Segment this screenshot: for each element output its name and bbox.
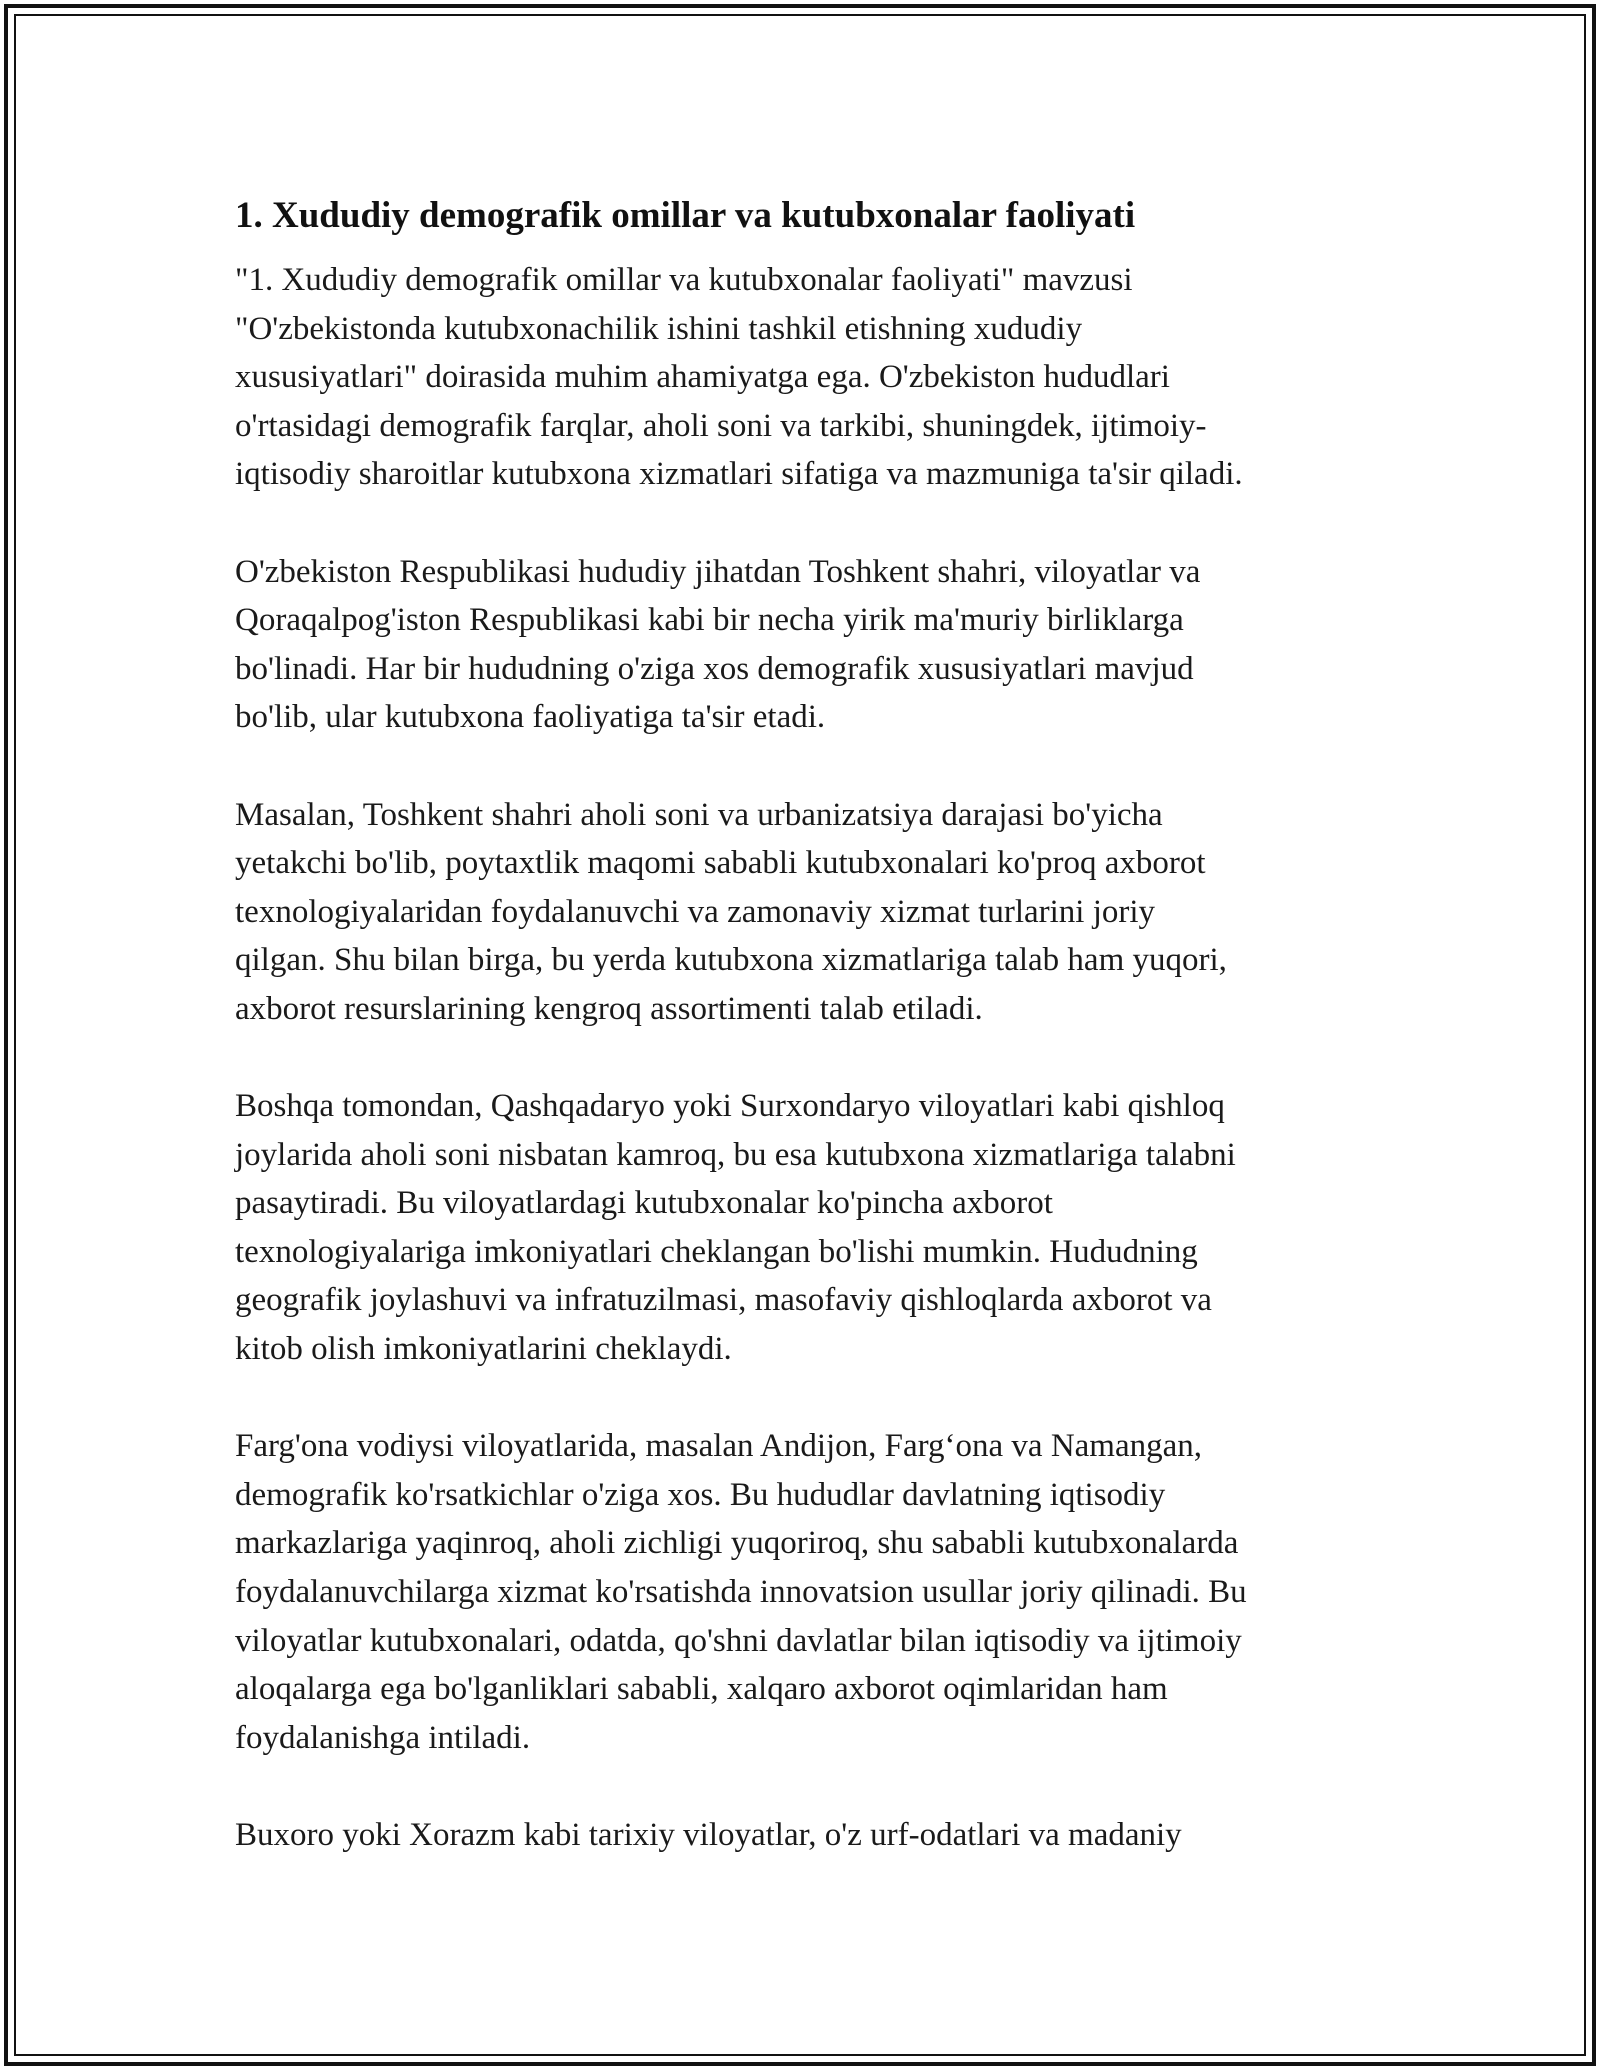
document-body xyxy=(235,186,1370,1908)
text-line: O'zbekiston Respublikasi hududiy jihatdan Toshkent shahri, viloyatlar va xyxy=(235,553,1201,590)
text-line: geografik joylashuvi va infratuzilmasi, masofaviy qishloqlarda axborot va xyxy=(235,1282,1212,1319)
text-line: o'rtasidagi demografik farqlar, aholi soni va tarkibi, shuningdek, ijtimoiy- xyxy=(235,407,1207,444)
paragraph-list xyxy=(235,256,1370,1860)
text-line: iqtisodiy sharoitlar kutubxona xizmatlari sifatiga va mazmuniga ta'sir qiladi. xyxy=(235,456,1243,493)
text-line: foydalanishga intiladi. xyxy=(235,1719,531,1756)
text-line: texnologiyalaridan foydalanuvchi va zamonaviy xizmat turlarini joriy xyxy=(235,893,1156,930)
document-title: 1. Xududiy demografik omillar va kutubxonalar faoliyati xyxy=(235,195,1136,236)
text-line: viloyatlar kutubxonalari, odatda, qo'shni davlatlar bilan iqtisodiy va ijtimoiy xyxy=(235,1622,1242,1659)
text-line: aloqalarga ega bo'lganliklari sababli, xalqaro axborot oqimlaridan ham xyxy=(235,1671,1168,1708)
paragraph xyxy=(235,548,1370,742)
text-line: "O'zbekistonda kutubxonachilik ishini tashkil etishning xududiy xyxy=(235,310,1083,347)
text-line: Boshqa tomondan, Qashqadaryo yoki Surxondaryo viloyatlari kabi qishloq xyxy=(235,1088,1225,1125)
paragraph xyxy=(235,1082,1370,1374)
text-line: texnologiyalariga imkoniyatlari cheklangan bo'lishi mumkin. Hududning xyxy=(235,1233,1198,1270)
text-line: demografik ko'rsatkichlar o'ziga xos. Bu hududlar davlatning iqtisodiy xyxy=(235,1476,1166,1513)
paragraph xyxy=(235,256,1370,499)
text-line: xususiyatlari" doirasida muhim ahamiyatga ega. O'zbekiston hududlari xyxy=(235,359,1170,396)
text-line: axborot resurslarining kengroq assortimenti talab etiladi. xyxy=(235,990,983,1027)
text-line: Farg'ona vodiysi viloyatlarida, masalan Andijon, Farg‘ona va Namangan, xyxy=(235,1428,1203,1465)
text-line: yetakchi bo'lib, poytaxtlik maqomi sababli kutubxonalari ko'proq axborot xyxy=(235,845,1206,882)
paragraph xyxy=(235,791,1370,1034)
text-line: markazlariga yaqinroq, aholi zichligi yuqoriroq, shu sababli kutubxonalarda xyxy=(235,1525,1239,1562)
text-line: Buxoro yoki Xorazm kabi tarixiy viloyatlar, o'z urf-odatlari va madaniy xyxy=(235,1817,1182,1853)
text-line: bo'linadi. Har bir hududning o'ziga xos demografik xususiyatlari mavjud xyxy=(235,650,1194,687)
text-line: joylarida aholi soni nisbatan kamroq, bu esa kutubxona xizmatlariga talabni xyxy=(235,1136,1236,1173)
paragraph xyxy=(235,1422,1370,1762)
text-line: Masalan, Toshkent shahri aholi soni va urbanizatsiya darajasi bo'yicha xyxy=(235,796,1163,833)
text-line: qilgan. Shu bilan birga, bu yerda kutubxona xizmatlariga talab ham yuqori, xyxy=(235,942,1227,979)
text-line: Qoraqalpog'iston Respublikasi kabi bir necha yirik ma'muriy birliklarga xyxy=(235,602,1184,639)
text-line: "1. Xududiy demografik omillar va kutubxonalar faoliyati" mavzusi xyxy=(235,262,1133,298)
text-line: kitob olish imkoniyatlarini cheklaydi. xyxy=(235,1331,732,1368)
text-line: pasaytiradi. Bu viloyatlardagi kutubxonalar ko'pincha axborot xyxy=(235,1185,1053,1222)
text-line: foydalanuvchilarga xizmat ko'rsatishda innovatsion usullar joriy qilinadi. Bu xyxy=(235,1574,1247,1611)
text-line: bo'lib, ular kutubxona faoliyatiga ta'sir etadi. xyxy=(235,699,826,736)
paragraph xyxy=(235,1811,1370,1860)
